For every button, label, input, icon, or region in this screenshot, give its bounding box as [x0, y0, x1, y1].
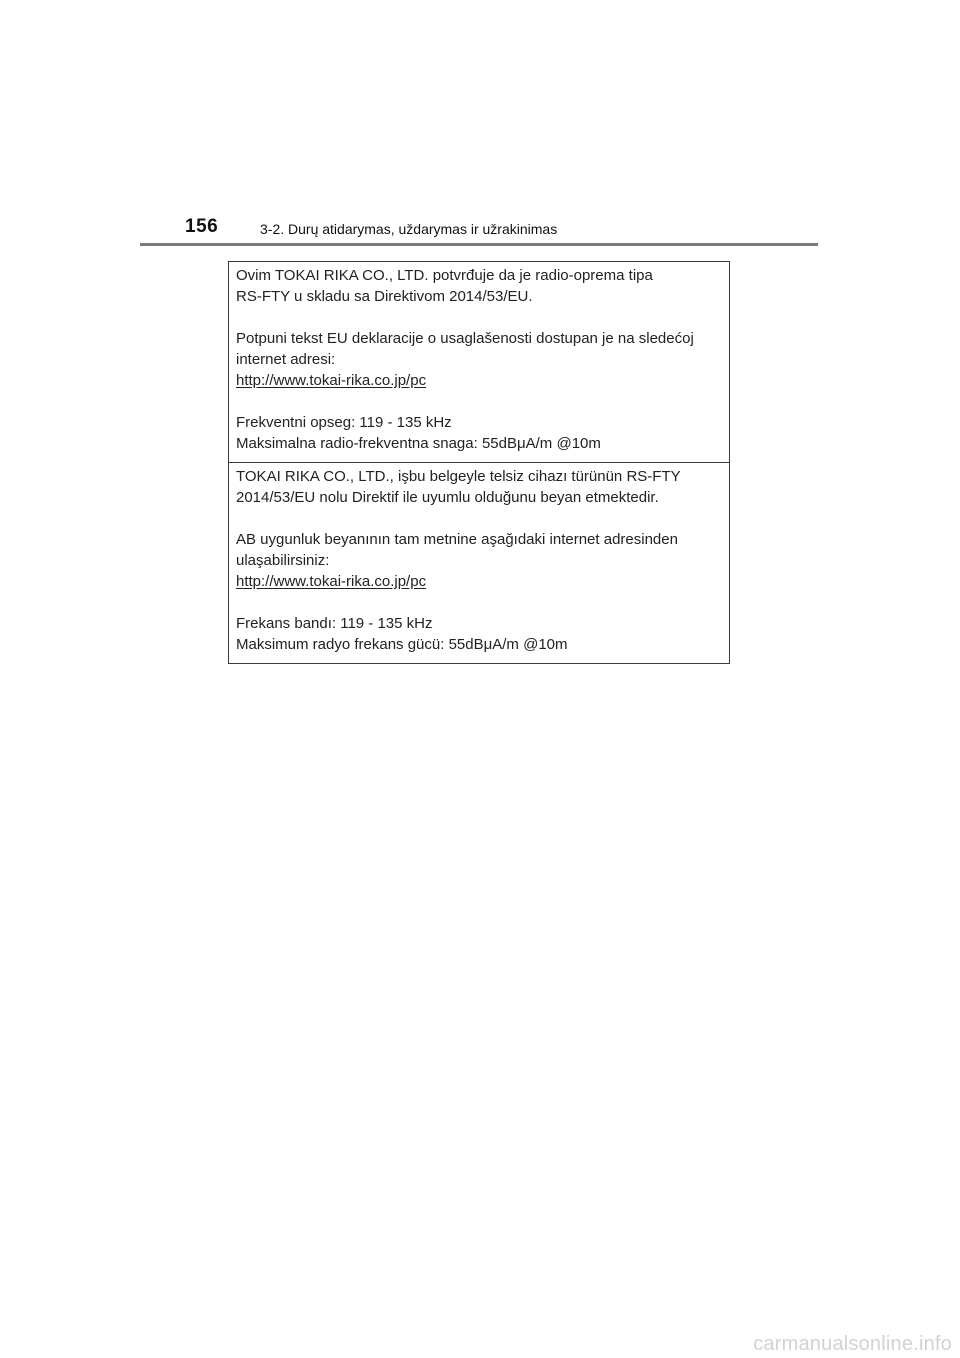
availability-line: AB uygunluk beyanının tam metnine aşağıdaki internet adresinden	[236, 531, 678, 548]
declaration-line: TOKAI RIKA CO., LTD., işbu belgeyle telsiz cihazı türünün RS-FTY	[236, 468, 681, 485]
declaration-line: 2014/53/EU nolu Direktif ile uyumlu olduğunu beyan etmektedir.	[236, 489, 659, 506]
compliance-notice-table	[228, 261, 730, 664]
frequency-range: Frekventni opseg: 119 - 135 kHz	[236, 414, 452, 431]
watermark: carmanualsonline.info	[753, 1333, 952, 1355]
notice-turkish	[229, 462, 729, 663]
paragraph-gap	[236, 391, 721, 412]
notice-serbian	[229, 262, 729, 462]
availability-line: ulaşabilirsiniz:	[236, 552, 330, 569]
availability-line: internet adresi:	[236, 351, 336, 368]
max-power: Maksimalna radio-frekventna snaga: 55dBμA/m @10m	[236, 435, 601, 452]
section-title: 3-2. Durų atidarymas, uždarymas ir užrakinimas	[260, 221, 558, 237]
header-rule	[140, 243, 818, 246]
page-number: 156	[185, 216, 219, 237]
paragraph-gap	[236, 307, 721, 328]
declaration-line: RS-FTY u skladu sa Direktivom 2014/53/EU.	[236, 288, 533, 305]
declaration-url-link[interactable]: http://www.tokai-rika.co.jp/pc	[236, 372, 427, 389]
paragraph-gap	[236, 508, 721, 529]
max-power: Maksimum radyo frekans gücü: 55dBμA/m @10m	[236, 636, 568, 653]
availability-line: Potpuni tekst EU deklaracije o usaglašenosti dostupan je na sledećoj	[236, 330, 694, 347]
declaration-line: Ovim TOKAI RIKA CO., LTD. potvrđuje da je radio-oprema tipa	[236, 267, 653, 284]
paragraph-gap	[236, 592, 721, 613]
declaration-url-link[interactable]: http://www.tokai-rika.co.jp/pc	[236, 573, 427, 590]
frequency-range: Frekans bandı: 119 - 135 kHz	[236, 615, 433, 632]
